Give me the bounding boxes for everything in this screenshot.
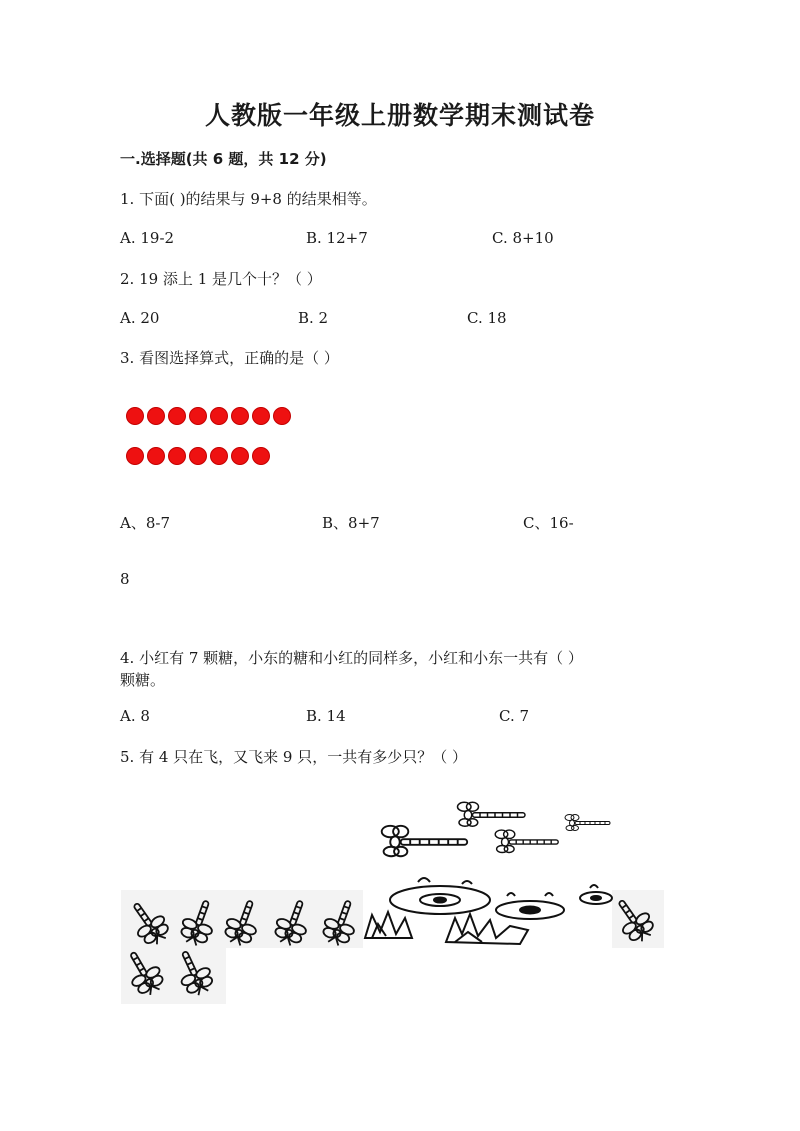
q3-option-c-wrap: 8 xyxy=(120,570,130,588)
pond-ripple-icon xyxy=(390,878,612,919)
dragonfly-icon xyxy=(170,946,217,1000)
red-dot xyxy=(147,447,165,465)
red-dot xyxy=(126,407,144,425)
dragonfly-icon xyxy=(382,826,468,856)
red-dot xyxy=(126,447,144,465)
red-dot xyxy=(168,447,186,465)
q4-option-b: B. 14 xyxy=(306,707,346,725)
dot-row-2 xyxy=(126,447,273,469)
dragonfly-icon xyxy=(319,896,363,949)
red-dot xyxy=(147,407,165,425)
question-1: 1. 下面( )的结果与 9+8 的结果相等。 xyxy=(120,190,377,208)
q3-option-a: A、8-7 xyxy=(120,514,170,532)
dragonfly-icon xyxy=(608,893,659,947)
red-dot xyxy=(168,407,186,425)
red-dot xyxy=(231,447,249,465)
q1-option-c: C. 8+10 xyxy=(492,229,554,247)
question-2: 2. 19 添上 1 是几个十？（ ） xyxy=(120,270,322,288)
q2-option-a: A. 20 xyxy=(120,309,160,327)
question-3: 3. 看图选择算式，正确的是（ ） xyxy=(120,349,339,367)
q1-option-a: A. 19-2 xyxy=(120,229,175,247)
dragonfly-icon xyxy=(458,802,526,826)
red-dot xyxy=(189,447,207,465)
dragonfly-icon xyxy=(119,946,168,1000)
q4-option-c: C. 7 xyxy=(499,707,530,725)
red-dot xyxy=(252,447,270,465)
dot-row-1 xyxy=(126,407,294,429)
dragonfly-icon xyxy=(565,815,610,831)
dragonfly-icon xyxy=(271,896,315,949)
dragonfly-icon xyxy=(123,896,174,950)
page-title: 人教版一年级上册数学期末测试卷 xyxy=(204,101,595,130)
red-dot xyxy=(189,407,207,425)
question-4: 4. 小红有 7 颗糖，小东的糖和小红的同样多，小红和小东一共有（ ） xyxy=(120,649,583,667)
red-dot xyxy=(210,447,228,465)
red-dot xyxy=(252,407,270,425)
dragonfly-icon xyxy=(177,896,221,949)
q3-option-c: C、16- xyxy=(523,514,574,532)
q3-option-b: B、8+7 xyxy=(322,514,380,532)
red-dot xyxy=(210,407,228,425)
red-dot xyxy=(273,407,291,425)
grass-icon xyxy=(365,912,528,944)
q2-option-c: C. 18 xyxy=(467,309,507,327)
red-dot xyxy=(231,407,249,425)
q2-option-b: B. 2 xyxy=(298,309,329,327)
q1-option-b: B. 12+7 xyxy=(306,229,368,247)
question-5: 5. 有 4 只在飞，又飞来 9 只，一共有多少只？（ ） xyxy=(120,748,468,766)
dragonfly-icon xyxy=(495,830,558,852)
section-heading: 一.选择题(共 6 题，共 12 分) xyxy=(120,150,327,168)
q4-option-a: A. 8 xyxy=(120,707,150,725)
dragonfly-icon xyxy=(221,896,265,949)
question-4-continued: 颗糖。 xyxy=(120,671,166,689)
